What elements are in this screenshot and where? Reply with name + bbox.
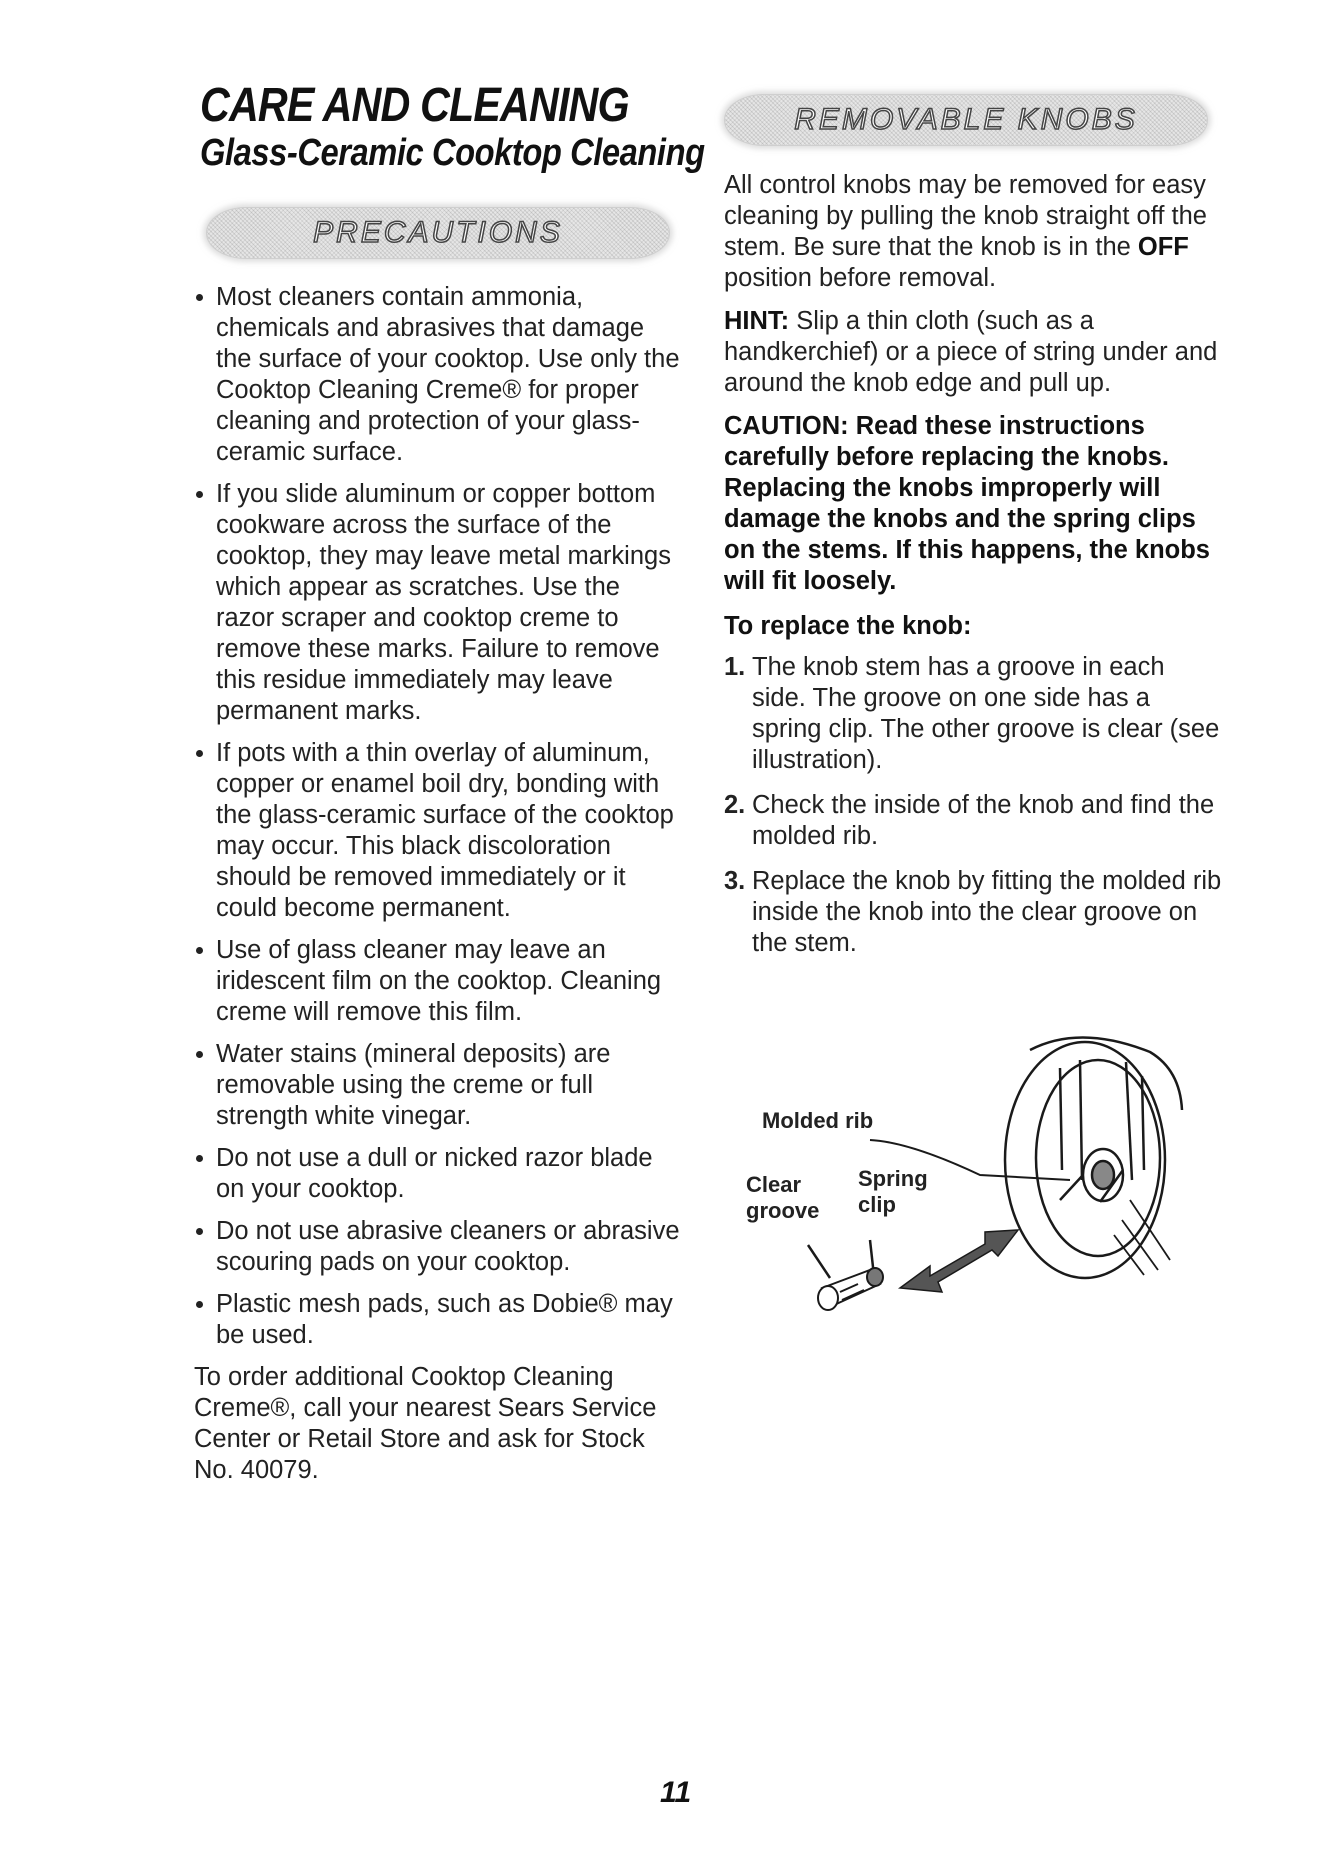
page-number: 11 [660, 1776, 692, 1809]
precaution-item: Do not use abrasive cleaners or abrasive scouring pads on your cooktop. [194, 1216, 684, 1278]
step-item [724, 790, 1224, 852]
spring-clip-label: Spring clip [858, 1166, 928, 1217]
precautions-column [194, 282, 684, 1498]
clear-groove-label: Clear groove [746, 1172, 820, 1223]
page-subtitle: Glass-Ceramic Cooktop Cleaning [200, 132, 705, 174]
knobs-intro-end: position before removal. [724, 264, 997, 292]
double-arrow-icon [900, 1230, 1018, 1292]
step-text: The knob stem has a groove in each side. The groove on one side has a spring clip. The other groove is clear (see illustration). [752, 653, 1220, 774]
clear-groove-leader [808, 1245, 830, 1278]
replace-steps [724, 652, 1224, 959]
hint-text: Slip a thin cloth (such as a handkerchief) or a piece of string under and around the knob edge and pull up. [724, 307, 1218, 397]
precautions-list [194, 282, 684, 1351]
step-item [724, 866, 1224, 959]
knobs-column [724, 170, 1224, 973]
precaution-item: If you slide aluminum or copper bottom cookware across the surface of the cooktop, they may leave metal markings which appear as scratches. Use the razor scraper and cooktop creme to remove these marks. Failure to remove this residue immediately may leave permanent marks. [194, 479, 684, 727]
hint-label: HINT: [724, 307, 790, 335]
precaution-item: If pots with a thin overlay of aluminum, copper or enamel boil dry, bonding with the glass-ceramic surface of the cooktop may occur. This black discoloration should be removed immediately or it could become permanent. [194, 738, 684, 924]
molded-rib-label: Molded rib [762, 1108, 874, 1133]
step-item [724, 652, 1224, 776]
replace-knob-heading: To replace the knob: [724, 612, 972, 640]
precaution-item: Do not use a dull or nicked razor blade on your cooktop. [194, 1143, 684, 1205]
order-note: To order additional Cooktop Cleaning Creme®, call your nearest Sears Service Center or Retail Store and ask for Stock No. 40079. [194, 1363, 657, 1484]
precaution-item: Plastic mesh pads, such as Dobie® may be used. [194, 1289, 684, 1351]
precautions-banner-label: PRECAUTIONS [313, 216, 563, 249]
removable-knobs-banner-label: REMOVABLE KNOBS [794, 103, 1138, 136]
step-number: 1. [724, 653, 746, 681]
knob-icon [1005, 1037, 1182, 1278]
removable-knobs-banner [724, 94, 1208, 146]
precaution-item: Most cleaners contain ammonia, chemicals and abrasives that damage the surface of your cooktop. Use only the Cooktop Cleaning Creme® for proper cleaning and protection of your glass-ceramic surface. [194, 282, 684, 468]
caution-paragraph: CAUTION: Read these instructions carefully before replacing the knobs. Replacing the knobs improperly will damage the knobs and the spring clips on the stems. If this happens, the knobs will fit loosely. [724, 412, 1210, 595]
knobs-intro-start: All control knobs may be removed for easy cleaning by pulling the knob straight off the stem. Be sure that the knob is in the [724, 171, 1207, 261]
step-text: Check the inside of the knob and find the molded rib. [752, 791, 1215, 850]
knobs-intro [724, 170, 1224, 294]
step-text: Replace the knob by fitting the molded rib inside the knob into the clear groove on the stem. [752, 867, 1222, 957]
page-title: CARE AND CLEANING [200, 79, 629, 132]
precaution-item: Water stains (mineral deposits) are removable using the creme or full strength white vinegar. [194, 1039, 684, 1132]
hint-paragraph [724, 306, 1224, 399]
knob-illustration [730, 1030, 1210, 1350]
off-position-text: OFF [1137, 233, 1189, 261]
precautions-banner [206, 207, 670, 259]
step-number: 3. [724, 867, 746, 895]
step-number: 2. [724, 791, 746, 819]
precaution-item: Use of glass cleaner may leave an iridescent film on the cooktop. Cleaning creme will remove this film. [194, 935, 684, 1028]
